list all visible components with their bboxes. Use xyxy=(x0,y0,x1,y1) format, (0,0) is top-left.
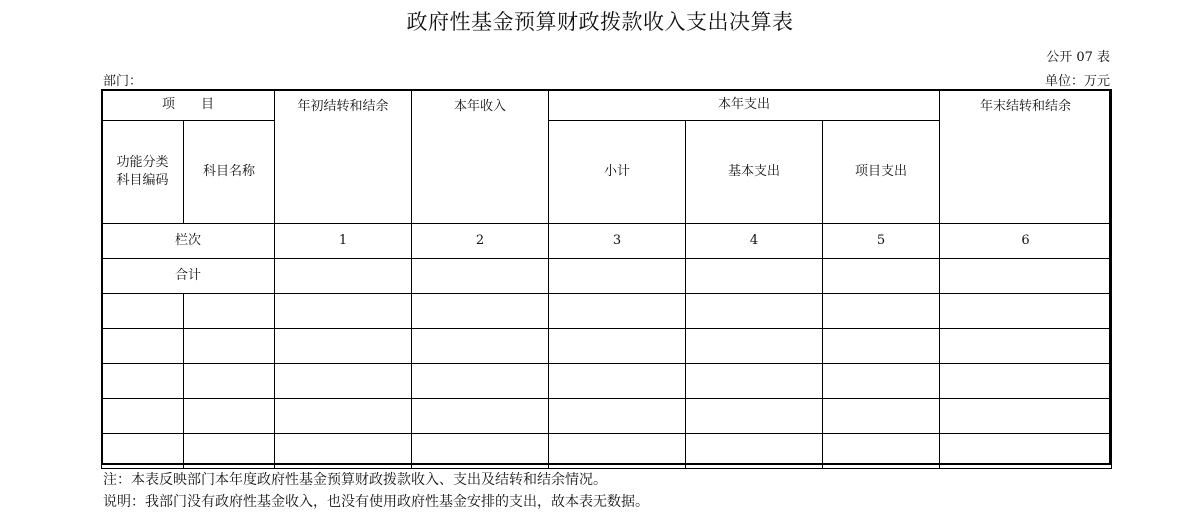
table-cell xyxy=(549,329,686,364)
table-cell xyxy=(275,294,412,329)
table-explanation: 说明：我部门没有政府性基金收入，也没有使用政府性基金安排的支出，故本表无数据。 xyxy=(103,494,649,510)
column-number-row xyxy=(102,224,1112,259)
table-cell xyxy=(823,259,940,294)
header-func-code-line1: 功能分类 xyxy=(116,155,169,171)
table-cell xyxy=(275,259,412,294)
table-cell xyxy=(940,399,1112,434)
table-cell xyxy=(549,259,686,294)
table-cell xyxy=(184,329,275,364)
table-cell xyxy=(823,329,940,364)
table-cell xyxy=(686,294,823,329)
table-cell xyxy=(412,434,549,469)
table-cell xyxy=(686,434,823,469)
table-cell xyxy=(184,399,275,434)
table-cell xyxy=(823,294,940,329)
table-cell xyxy=(275,434,412,469)
table-cell xyxy=(412,329,549,364)
table-cell xyxy=(823,399,940,434)
table-cell xyxy=(686,329,823,364)
column-number: 1 xyxy=(275,224,412,259)
table-cell xyxy=(412,399,549,434)
column-number: 2 xyxy=(412,224,549,259)
unit-label: 单位：万元 xyxy=(1044,74,1110,89)
table-cell xyxy=(184,434,275,469)
column-number: 4 xyxy=(686,224,823,259)
department-label: 部门： xyxy=(103,74,143,89)
table-cell xyxy=(823,434,940,469)
table-cell xyxy=(549,364,686,399)
table-cell xyxy=(102,294,184,329)
total-row xyxy=(102,259,1112,294)
table-row xyxy=(102,294,1112,329)
table-cell xyxy=(686,399,823,434)
header-func-code-line2: 科目编码 xyxy=(116,173,169,188)
table-row xyxy=(102,399,1112,434)
table-cell xyxy=(940,434,1112,469)
table-row xyxy=(102,329,1112,364)
header-func-code xyxy=(102,121,184,224)
table-cell xyxy=(686,364,823,399)
table-cell xyxy=(102,399,184,434)
table-cell xyxy=(412,259,549,294)
table-cell xyxy=(823,364,940,399)
table-cell xyxy=(940,294,1112,329)
table-cell xyxy=(102,434,184,469)
header-end-balance: 年末结转和结余 xyxy=(940,90,1112,224)
header-year-expense: 本年支出 xyxy=(549,90,940,121)
table-cell xyxy=(686,259,823,294)
header-begin-balance: 年初结转和结余 xyxy=(275,90,412,224)
table-cell xyxy=(275,329,412,364)
budget-table xyxy=(101,89,1112,469)
column-number: 6 xyxy=(940,224,1112,259)
table-note: 注：本表反映部门本年度政府性基金预算财政拨款收入、支出及结转和结余情况。 xyxy=(103,472,607,488)
header-subtotal: 小计 xyxy=(549,121,686,224)
table-row xyxy=(102,364,1112,399)
header-year-income: 本年收入 xyxy=(412,90,549,224)
table-cell xyxy=(275,364,412,399)
table-cell xyxy=(184,364,275,399)
table-cell xyxy=(940,329,1112,364)
header-item: 项 目 xyxy=(102,90,275,121)
table-cell xyxy=(102,364,184,399)
page-title: 政府性基金预算财政拨款收入支出决算表 xyxy=(406,10,794,34)
table-cell xyxy=(102,329,184,364)
table-cell xyxy=(549,294,686,329)
table-cell xyxy=(940,259,1112,294)
table-cell xyxy=(549,434,686,469)
table-cell xyxy=(412,294,549,329)
column-row-label: 栏次 xyxy=(102,224,275,259)
table-cell xyxy=(549,399,686,434)
header-subject-name: 科目名称 xyxy=(184,121,275,224)
column-number: 5 xyxy=(823,224,940,259)
column-number: 3 xyxy=(549,224,686,259)
total-row-label: 合计 xyxy=(102,259,275,294)
table-cell xyxy=(412,364,549,399)
table-cell xyxy=(940,364,1112,399)
header-basic-expense: 基本支出 xyxy=(686,121,823,224)
table-cell xyxy=(275,399,412,434)
table-cell xyxy=(184,294,275,329)
header-row-1 xyxy=(102,90,1112,121)
table-code: 公开 07 表 xyxy=(1046,50,1110,65)
table-row xyxy=(102,434,1112,469)
header-project-expense: 项目支出 xyxy=(823,121,940,224)
